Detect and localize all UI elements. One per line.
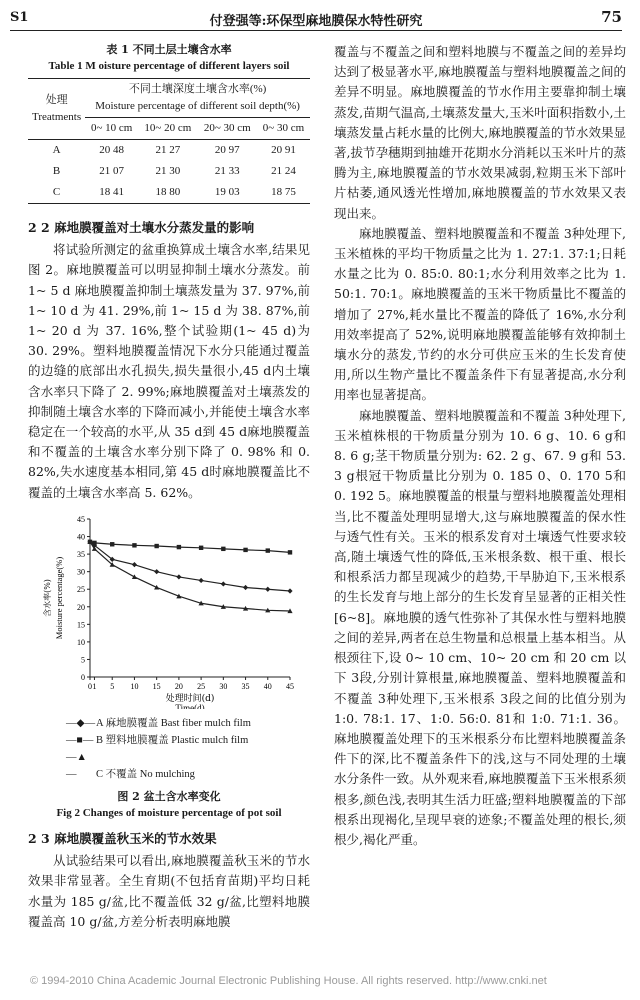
running-title: 付登强等:环保型麻地膜保水特性研究 xyxy=(209,14,423,29)
table-cell: 18 41 xyxy=(99,186,125,198)
x-tick-label: 5 xyxy=(110,681,115,691)
figure2-legend xyxy=(28,715,310,783)
subcol-header: 0~ 30 cm xyxy=(262,122,305,134)
series-line-A xyxy=(90,542,290,591)
data-point-B xyxy=(266,548,270,552)
legend-item xyxy=(66,749,310,783)
table-cell: 19 03 xyxy=(214,186,240,198)
x-axis-label: 处理时间(d) xyxy=(165,693,215,704)
page-number-right: 75 xyxy=(601,8,622,26)
x-tick-label: 10 xyxy=(130,681,139,691)
copyright-footer: © 1994-2010 China Academic Journal Electronic Publishing House. All rights reserved. http://www.cnki.net xyxy=(30,975,547,987)
legend-label: B 塑料地膜覆盖 Plastic mulch film xyxy=(96,735,249,747)
series-line-C xyxy=(90,542,290,611)
data-point-B xyxy=(132,543,136,547)
data-point-A xyxy=(199,578,204,583)
x-tick-label: 15 xyxy=(152,681,161,691)
treatments-header xyxy=(28,79,85,140)
x-tick-label: 25 xyxy=(197,681,206,691)
data-point-A xyxy=(176,574,181,579)
table-cell: 18 80 xyxy=(155,186,181,198)
data-point-A xyxy=(265,586,270,591)
paragraph: 覆盖与不覆盖之间和塑料地膜与不覆盖之间的差异均达到了极显著水平,麻地膜覆盖与塑料地膜覆盖之间的差异不明显。麻地膜覆盖的节水作用主要靠抑制土壤蒸发,苗期气温高,土壤蒸发量大,玉米叶面积指数小,土壤蒸发量占耗水量的比例大,麻地膜覆盖的节水效果显著,拔节孕穗期到抽雄开花期水分消耗以玉米叶片的蒸腾为主,麻地膜覆盖的节水效果减弱,粒期玉米下部叶片枯萎,通风透光性增加,麻地膜覆盖的节水效果又表现出来。 xyxy=(334,44,626,221)
table-cell: A xyxy=(52,144,61,156)
table-row xyxy=(28,161,310,182)
section-2-2-heading: 2 2 麻地膜覆盖对土壤水分蒸发量的影响 xyxy=(28,220,255,235)
table-cell: 20 91 xyxy=(271,144,296,156)
treatments-header-cn: 处理 xyxy=(45,94,68,106)
y-tick-label: 25 xyxy=(77,585,85,595)
y-tick-label: 15 xyxy=(77,620,85,630)
data-point-A xyxy=(287,588,292,593)
table-cell: 18 75 xyxy=(271,186,296,198)
depth-span-header-cn: 不同土壤深度土壤含水率(%) xyxy=(128,83,267,95)
table-cell: 21 24 xyxy=(271,165,296,177)
paragraph: 麻地膜覆盖、塑料地膜覆盖和不覆盖 3种处理下,玉米植株的平均干物质量之比为 1. 27:1. 37:1;日耗水量之比为 0. 85:0. 80:1;水分利用效率之比为 1. 50:1. 70:1。麻地膜覆盖的玉米干物质量比不覆盖的增加了 27%,耗水量比不覆盖的降低了 16%,水分利用效率提高了 52%,说明麻地膜覆盖能够有效抑制土壤水分的蒸发,节约的水分可供应玉米的生长发育使用,所以生物产量比不覆盖条件下有显著提高,水分利用率也显著提高。 xyxy=(334,225,626,403)
table-row xyxy=(28,140,310,162)
y-tick-label: 20 xyxy=(77,602,85,612)
y-axis-label-en: Moisture percentage(%) xyxy=(54,556,64,640)
left-column xyxy=(28,42,310,932)
table-cell: 21 30 xyxy=(155,165,181,177)
figure2 xyxy=(28,509,310,821)
data-point-B xyxy=(177,545,181,549)
x-tick-label: 1 xyxy=(92,681,97,691)
table1-caption-cn: 表 1 不同土层土壤含水率 xyxy=(106,43,232,56)
series-line-B xyxy=(90,542,290,553)
x-tick-label: 30 xyxy=(219,681,228,691)
paragraph: 麻地膜覆盖、塑料地膜覆盖和不覆盖 3种处理下,玉米植株根的干物质量分别为 10. 6 g、10. 6 g和 8. 6 g;茎干物质量分别为: 62. 2 g、67. 9 g和 53. 3 g根冠干物质量比分别为 0. 185 0、0. 170 5和 0. 192 5。麻地膜覆盖的根量与塑料地膜覆盖处理相当,比不覆盖处理明显增大,这与麻地膜覆盖的保水性与透气性有关。玉米的根系发育对土壤透气性要求较高,随土壤透气性的降低,玉米根条数、根干重、根长和根系活力都呈现减少的趋势,干旱胁迫下,玉米根系的生长发育与地上部分的生长发育呈显著的正相关性[6~8]。麻地膜的透气性弥补了其保水性与塑料地膜之间的差异,两者在总生物量和总根量上基本相当。从根颈往下,设 0~ 10 cm、10~ 20 cm 和 20 cm 以下 3段,分别计算根量,麻地膜覆盖、塑料地膜覆盖和不覆盖 3种处理下,玉米根系 3段之间的比值分别为 1:0. 78:1. 17、1:0. 56:0. 81和 1:0. 71:1. 36。麻地膜覆盖处理下的玉米根系分布比塑料地膜覆盖条件下的深,比不覆盖条件下的浅,这与不同处理的土壤水分条件一致。从外观来看,麻地膜覆盖下玉米根系须根多,颜色浅,表明其生活力旺盛;塑料地膜覆盖的下部根系出现褐化,呈现早衰的迹象;不覆盖处理的根长,须根少,褐化严重。 xyxy=(334,407,626,847)
x-tick-label: 45 xyxy=(286,681,294,691)
data-point-B xyxy=(243,548,247,552)
x-tick-label: 40 xyxy=(263,681,272,691)
figure2-caption-cn: 图 2 盆土含水率变化 xyxy=(117,790,221,804)
x-tick-label: 35 xyxy=(241,681,250,691)
subcol-header: 20~ 30 cm xyxy=(203,122,251,134)
y-tick-label: 40 xyxy=(77,532,85,542)
y-tick-label: 0 xyxy=(81,672,85,682)
legend-marker-triangle-icon: —▲— xyxy=(66,752,87,781)
data-point-A xyxy=(243,585,248,590)
table-cell: C xyxy=(52,186,61,198)
section-2-3-heading: 2 3 麻地膜覆盖秋玉米的节水效果 xyxy=(28,831,217,847)
data-point-A xyxy=(132,562,137,567)
y-tick-label: 10 xyxy=(77,637,85,647)
depth-span-header-en: Moisture percentage of different soil depth(%) xyxy=(95,100,300,112)
table-row xyxy=(28,182,310,204)
data-point-B xyxy=(199,545,203,549)
right-column xyxy=(334,42,626,850)
figure2-caption-en: Fig 2 Changes of moisture percentage of pot soil xyxy=(56,807,282,820)
table-cell: 20 97 xyxy=(214,144,240,156)
legend-item xyxy=(66,732,310,749)
depth-span-header xyxy=(85,79,310,118)
legend-marker-square-icon: —■— xyxy=(66,735,94,747)
legend-item xyxy=(66,715,310,732)
data-point-A xyxy=(221,581,226,586)
y-axis-label: 含水率(%) xyxy=(43,578,52,617)
running-header xyxy=(10,8,622,31)
legend-marker-diamond-icon: —◆— xyxy=(66,718,96,730)
data-point-C xyxy=(132,574,137,579)
table-cell: 21 33 xyxy=(214,165,240,177)
table1 xyxy=(28,78,310,204)
subcol-header: 10~ 20 cm xyxy=(144,122,192,134)
data-point-B xyxy=(110,542,114,546)
y-tick-label: 30 xyxy=(77,567,85,577)
figure2-chart xyxy=(28,509,310,709)
table1-caption-en: Table 1 M oisture percentage of different layers soil xyxy=(48,60,290,72)
paragraph: 将试验所测定的盆重换算成土壤含水率,结果见图 2。麻地膜覆盖可以明显抑制土壤水分蒸发。前 1~ 5 d 麻地膜覆盖抑制土壤蒸发量为 37. 97%,前 1~ 10 d 为 41. 29%,前 1~ 15 d 为 38. 87%,前 1~ 20 d 为 37. 16%,整个试验期(1~ 45 d)为 30. 29%。塑料地膜覆盖情况下水分只能通过覆盖的边缝的底部出水孔损失,损失量很小,45 d内土壤含水率只下降了 2. 99%;麻地膜覆盖对土壤蒸发的抑制随土壤含水率的下降而减小,并能使土壤含水率稳定在一个较高的水平,从 35 d到 45 d麻地膜覆盖和不覆盖的土壤含水率分别下降了 0. 98% 和 0. 82%,失水速度基本相同,第 45 d时麻地膜覆盖比不覆盖的土壤含水率高 5. 62%。 xyxy=(28,242,310,500)
data-point-B xyxy=(221,546,225,550)
treatments-header-en: Treatments xyxy=(32,111,82,123)
x-tick-label: 0 xyxy=(88,681,92,691)
table-cell: 21 07 xyxy=(99,165,125,177)
data-point-B xyxy=(92,541,96,545)
x-axis-label-en: Time(d) xyxy=(175,702,205,709)
data-point-B xyxy=(288,550,292,554)
data-point-B xyxy=(154,544,158,548)
page-number-left: S1 xyxy=(10,10,29,25)
subcol-header: 0~ 10 cm xyxy=(90,122,133,134)
x-tick-label: 20 xyxy=(174,681,183,691)
legend-label: A 麻地膜覆盖 Bast fiber mulch film xyxy=(96,718,251,730)
table-cell: 21 27 xyxy=(155,144,181,156)
y-tick-label: 5 xyxy=(81,655,85,665)
data-point-A xyxy=(154,569,159,574)
table-cell: 20 48 xyxy=(99,144,125,156)
table-cell: B xyxy=(52,165,61,177)
paragraph: 从试验结果可以看出,麻地膜覆盖秋玉米的节水效果非常显著。全生育期(不包括育苗期)平均日耗水量为 185 g/盆,比不覆盖低 32 g/盆,比塑料地膜覆盖高 10 g/盆,方差分析表明麻地膜 xyxy=(28,853,310,929)
y-tick-label: 35 xyxy=(77,549,85,559)
legend-label: C 不覆盖 No mulching xyxy=(96,769,195,781)
y-tick-label: 45 xyxy=(77,514,85,524)
